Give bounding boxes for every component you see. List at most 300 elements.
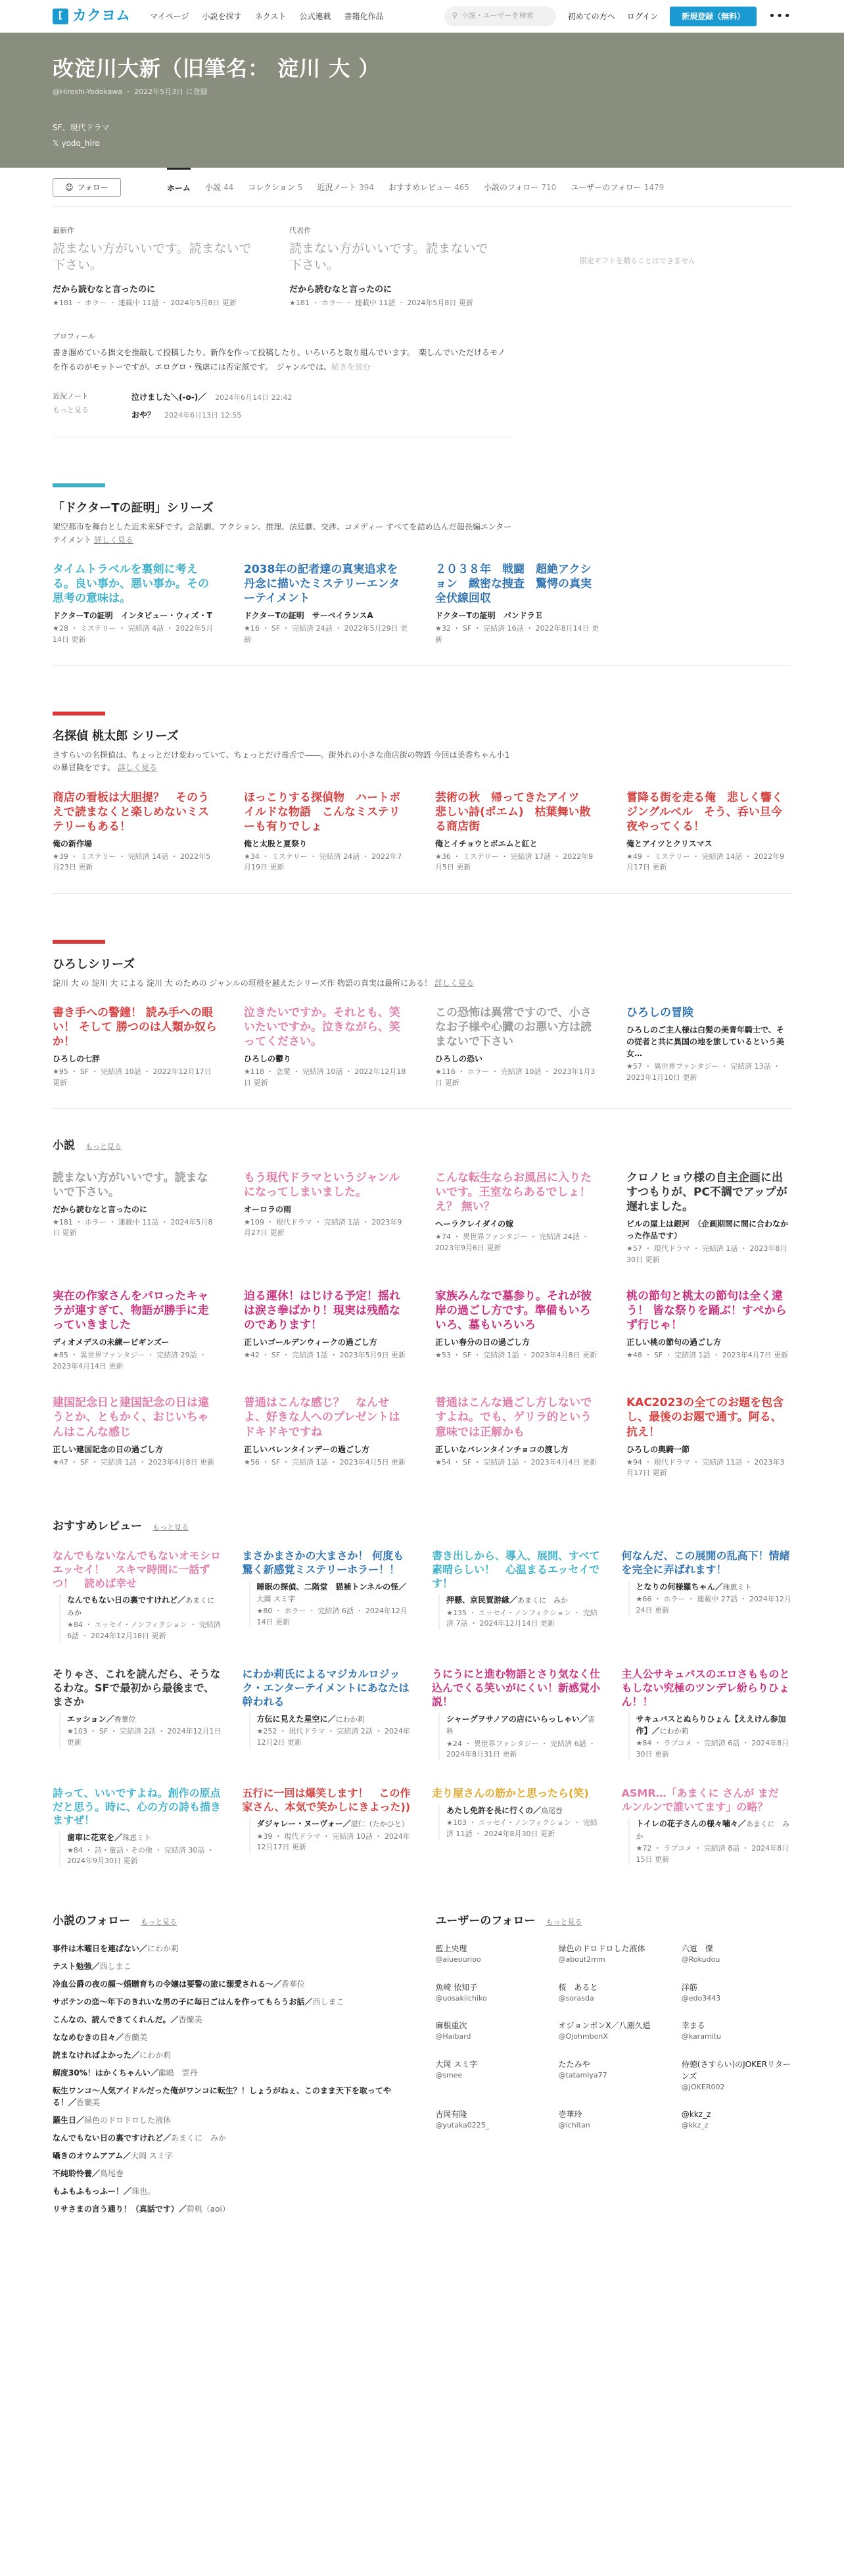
- novel-meta: ★94 ・ 現代ドラマ ・ 完結済 11話 ・ 2023年3月17日 更新: [626, 1457, 785, 1478]
- user-follows-header: [435, 1913, 791, 1930]
- latest-meta: ★181 ・ ホラー ・ 連載中 11話 ・ 2024年5月8日 更新: [53, 299, 237, 308]
- review-catchphrase: 詩って、いいですよね。創作の原点だと思う。時に、心の方の詩も描きますぜ！: [53, 1786, 222, 1827]
- user-follow-item[interactable]: [559, 2108, 668, 2131]
- novel-card[interactable]: [244, 1171, 409, 1265]
- page-bottom-space: [53, 2221, 791, 2576]
- user-follow-item[interactable]: [435, 2058, 545, 2093]
- search-input[interactable]: [444, 7, 556, 26]
- tab-home[interactable]: [167, 168, 191, 207]
- user-follow-grid: [435, 1943, 791, 2131]
- novel-follow-author: 緑色のドロドロした液体: [84, 2116, 172, 2126]
- novel-title: ヘーラクレイダイの嫁: [435, 1219, 514, 1229]
- novel-title: 正しいゴールデンウィークの過ごし方: [244, 1338, 377, 1348]
- follows-section: [53, 1913, 791, 2222]
- novel-title: ビルの屋上は銀河 （企画期間に間に合わなかった作品です）: [626, 1219, 789, 1241]
- rep-meta: ★181 ・ ホラー ・ 連載中 11話 ・ 2024年5月8日 更新: [289, 299, 473, 308]
- note-item[interactable]: [131, 391, 292, 404]
- profile-text: [53, 346, 513, 374]
- series-section: [53, 483, 791, 666]
- novel-catchphrase: 実在の作家さんをパロったキャラが連すぎて、物語が勝手に走っていきました: [53, 1290, 209, 1332]
- novel-catchphrase: KAC2023の全てのお題を包含し、最後のお題で通す。阿る、抗え！: [626, 1396, 784, 1439]
- user-follow-item[interactable]: [682, 1943, 791, 1966]
- novel-follow-item[interactable]: 解度30%！はかくちゃんい／龍嶋 雲丹: [53, 2068, 198, 2078]
- review-catchphrase: 走り屋さんの筋かと思ったら(笑): [432, 1786, 589, 1799]
- note-title: おや？: [131, 410, 156, 420]
- review-card[interactable]: [243, 1787, 413, 1867]
- work-card[interactable]: [626, 1006, 791, 1088]
- review-work-title: あたし免許を長に行くの: [446, 1805, 534, 1815]
- review-work-line: となりの何様羅ちゃん／珠恵ミト: [636, 1582, 752, 1592]
- novel-meta: ★85 ・ 異世界ファンタジー ・ 完結済 29話 ・ 2023年4月14日 更新: [53, 1351, 207, 1371]
- work-meta: ★28 ・ ミステリー ・ 完結済 4話 ・ 2022年5月14日 更新: [53, 624, 214, 644]
- nav-official[interactable]: 公式連載: [299, 11, 331, 21]
- review-catchphrase: そりゃさ、これを読んだら、そうなるわな。SFで最初から最後まで、まさか: [53, 1668, 221, 1709]
- user-follow-handle: @ichitan: [558, 2121, 590, 2130]
- novel-meta: ★181 ・ ホラー ・ 連載中 11話 ・ 2024年5月8日 更新: [53, 1217, 213, 1238]
- series-desc: [53, 749, 513, 774]
- review-work-title: 押懸、京民賀游縁: [446, 1595, 510, 1605]
- novel-meta: ★53 ・ SF ・ 完結済 1話 ・ 2023年4月8日 更新: [435, 1351, 598, 1360]
- novel-follows-more-link[interactable]: もっと見る: [141, 1917, 177, 1926]
- review-catchphrase: にわか莉氏によるマジカルロジック・エンターテイメントにあなたは幹われる: [242, 1668, 410, 1709]
- work-card[interactable]: [244, 1006, 409, 1088]
- user-follow-item[interactable]: [682, 2108, 791, 2131]
- review-work-line: エッション／香華位: [67, 1714, 136, 1724]
- review-card[interactable]: [622, 1668, 792, 1760]
- top-right-controls: [444, 7, 791, 26]
- user-follow-handle: @kkz_z: [681, 2121, 709, 2130]
- user-follow-handle: @JOKER002: [681, 2082, 725, 2091]
- review-work-author: 大岡 スミ字: [256, 1594, 295, 1603]
- review-card[interactable]: [53, 1549, 223, 1641]
- novel-follow-author: にわか莉: [147, 1944, 179, 1954]
- series-desc-text: 架空都市を舞台とした近未来SFです。会話劇、アクション、推理、法廷劇、交渉、コメディー すべてを詰め込んだ超長編エンターテイメント: [53, 522, 512, 545]
- review-work-meta: ★103 ・ エッセイ・ノンフィクション ・ 完結済 11話 ・ 2024年8月30日 更新: [446, 1818, 598, 1838]
- review-card[interactable]: [53, 1668, 223, 1760]
- work-card[interactable]: [244, 790, 409, 873]
- series-accent-bar: [53, 712, 105, 716]
- review-work: [59, 1594, 223, 1641]
- novel-card[interactable]: [53, 1396, 218, 1478]
- user-follow-item[interactable]: [559, 2020, 668, 2043]
- gift-note: 限定ギフトを贈ることはできません: [580, 256, 695, 265]
- novel-follow-author: 香蘭美: [76, 2098, 101, 2108]
- review-work-line: あたし免許を長に行くの／鳥尾巻: [446, 1805, 563, 1815]
- novel-follow-author: 鳥尾巻: [100, 2169, 124, 2179]
- novel-catchphrase: もう現代ドラマというジャンルになってしまいました。: [244, 1171, 400, 1199]
- user-follow-handle: @karamitu: [681, 2032, 722, 2041]
- series-works-grid: [53, 1006, 791, 1088]
- review-work-line: サキュバスとぬらりひょん【ええけん参加作】／にわか莉: [636, 1714, 786, 1736]
- series-title[interactable]: 名探偵 桃太郎 シリーズ: [53, 729, 179, 744]
- user-follow-name: @kkz_z: [681, 2110, 711, 2120]
- nav-published[interactable]: 書籍化作品: [344, 11, 384, 21]
- tabs: [167, 168, 664, 207]
- review-work: [438, 1713, 602, 1761]
- novel-follow-title: 読まなければよかった: [53, 2051, 132, 2060]
- work-title: ひろしのご主人様は白髪の美青年騎士で、その従者と共に異国の地を旅しているという美女…: [626, 1025, 785, 1059]
- series-title[interactable]: 「ドクターTの証明」シリーズ: [53, 501, 214, 516]
- work-card[interactable]: [53, 790, 218, 873]
- user-follow-item[interactable]: [435, 1943, 545, 1966]
- tab-novel-follows[interactable]: [484, 168, 556, 207]
- rep-catch: 読まない方がいいです。読まないで下さい。: [289, 241, 488, 273]
- novel-card[interactable]: [244, 1396, 409, 1478]
- novels-grid: [53, 1171, 791, 1479]
- novel-card[interactable]: [244, 1289, 409, 1372]
- work-title: 俺と太股と夏祭り: [244, 838, 308, 848]
- tab-count: 465: [454, 182, 469, 192]
- profile-hero: [0, 33, 844, 168]
- novel-follow-item[interactable]: リサさまの言う通り！（真話です）／碧桃（aoi）: [53, 2204, 230, 2214]
- main-nav: [150, 11, 383, 22]
- tab-count: 394: [359, 182, 374, 192]
- work-meta: ★16 ・ SF ・ 完結済 24話 ・ 2022年5月29日 更新: [244, 624, 408, 644]
- novel-follow-author: 碧桃（aoi）: [186, 2204, 230, 2214]
- profile-more-link[interactable]: 続きを読む: [331, 362, 371, 372]
- review-work-title: 睡眠の探偵、二階堂 猫補トンネルの怪: [256, 1582, 399, 1592]
- review-work-line: 押懸、京民賀游縁／あまくに みか: [446, 1595, 569, 1605]
- novel-catchphrase: 普通はこんな過ごし方しないですよね。でも、ゲリラ的という意味では正解かも: [435, 1396, 592, 1439]
- follow-button[interactable]: [53, 178, 121, 197]
- review-card[interactable]: [622, 1549, 792, 1641]
- novel-card[interactable]: [435, 1171, 600, 1265]
- novel-follow-title: サボテンの恋〜年下のきれいな男の子に毎日ごはんを作ってもらうお話: [53, 1997, 305, 2007]
- work-title: 俺の新作場: [53, 838, 93, 848]
- user-follow-name: 六道 傑: [681, 1944, 713, 1954]
- work-meta: ★118 ・ 恋愛 ・ 完結済 10話 ・ 2022年12月18日 更新: [244, 1067, 406, 1087]
- novel-follow-author: あまくに みか: [171, 2133, 227, 2143]
- novel-card[interactable]: [435, 1289, 600, 1372]
- series-more-link[interactable]: 詳しく見る: [93, 535, 133, 545]
- novel-card[interactable]: [626, 1171, 791, 1265]
- work-card[interactable]: [244, 562, 409, 645]
- tab-reviews[interactable]: [388, 168, 469, 207]
- user-follow-handle: @sorasda: [558, 1993, 594, 2003]
- review-card[interactable]: [243, 1668, 413, 1760]
- novel-title: ひろしの奥騎一節: [626, 1444, 690, 1454]
- user-follow-handle: @Rokudou: [681, 1955, 720, 1964]
- user-genres: SF、現代ドラマ: [53, 122, 110, 132]
- novel-meta: ★56 ・ SF ・ 完結済 1話 ・ 2023年4月5日 更新: [244, 1457, 406, 1467]
- novel-follow-author: 西しまこ: [312, 1997, 344, 2007]
- series-section: [53, 712, 791, 894]
- review-work-meta: ★84 ・ 詩・童話・その他 ・ 完結済 30話 ・ 2024年9月30日 更新: [67, 1845, 214, 1866]
- review-catchphrase: 何なんだ、この展開の乱高下！情緒を完全に弄ばれます！: [621, 1549, 790, 1576]
- series-works-grid: [53, 790, 791, 873]
- novel-follow-item[interactable]: ななめむきの日々／香蘭美: [53, 2033, 148, 2043]
- logo-text: カクヨム: [72, 8, 131, 24]
- reviews-more-link[interactable]: もっと見る: [152, 1522, 189, 1532]
- novel-card[interactable]: [53, 1171, 218, 1265]
- work-meta: ★116 ・ ホラー ・ 完結済 10話 ・ 2023年1月3日 更新: [435, 1067, 596, 1087]
- novel-follow-title: リサさまの言う通り！（真話です）: [53, 2204, 179, 2214]
- review-work: [628, 1713, 792, 1761]
- novel-follows-title: 小説のフォロー: [53, 1914, 131, 1928]
- novel-follow-author: 龍嶋 雲丹: [158, 2068, 198, 2078]
- nav-next[interactable]: ネクスト: [254, 11, 287, 21]
- novel-meta: ★74 ・ 異世界ファンタジー ・ 完結済 24話 ・ 2023年9月6日 更新: [435, 1232, 590, 1252]
- novel-follow-item[interactable]: 囁きのオウムアアム／大岡 スミ字: [53, 2151, 173, 2161]
- novel-card[interactable]: [53, 1289, 218, 1372]
- review-work-title: 方伝に見えた星空に: [256, 1714, 328, 1724]
- novel-follows: [53, 1913, 396, 2222]
- review-work-author: にわか莉: [335, 1714, 365, 1724]
- review-work-author: 香華位: [114, 1714, 136, 1724]
- work-meta: ★32 ・ SF ・ 完結済 16話 ・ 2022年8月14日 更新: [435, 624, 599, 644]
- series-works-grid: [53, 562, 791, 645]
- tab-notes[interactable]: [317, 168, 374, 207]
- novel-follow-item[interactable]: 不純聆怜養／鳥尾巻: [53, 2169, 124, 2179]
- novel-follow-title: こんなの、読んできてくれんだ。: [53, 2015, 171, 2025]
- review-work: [249, 1818, 413, 1853]
- user-follow-item[interactable]: [435, 1981, 545, 2005]
- review-work: [628, 1581, 792, 1616]
- work-title: ひろしの七胖: [53, 1054, 101, 1064]
- rep-title: だから読むなと言ったのに: [289, 284, 392, 295]
- review-work: [249, 1581, 413, 1628]
- review-work-line: ダジャレー・ヌーヴォー／湛仁（たかひと）: [256, 1819, 409, 1829]
- tab-user-follows[interactable]: [571, 168, 664, 207]
- series-more-link[interactable]: 詳しく見る: [434, 978, 474, 988]
- login-link[interactable]: ログイン: [626, 11, 659, 21]
- work-card[interactable]: [53, 562, 218, 645]
- search-placeholder: 小説・ユーザーを検索: [461, 11, 534, 20]
- user-follows-more-link[interactable]: もっと見る: [546, 1917, 582, 1926]
- representative-work[interactable]: [289, 226, 500, 309]
- user-follow-name: たたみや: [558, 2059, 590, 2069]
- user-follow-handle: @smee: [435, 2070, 463, 2079]
- user-follow-item[interactable]: [435, 2020, 545, 2043]
- review-work-line: 歯車に花束を／珠恵ミト: [67, 1833, 152, 1843]
- user-follow-handle: @edo3443: [681, 1993, 721, 2003]
- review-work-meta: ★135 ・ エッセイ・ノンフィクション ・ 完結済 7話 ・ 2024年12月14日 更新: [446, 1608, 598, 1628]
- work-card[interactable]: [53, 1006, 218, 1088]
- novel-title: オーロラの雨: [244, 1204, 292, 1214]
- user-follow-name: 魚崎 依知子: [435, 1982, 478, 1992]
- review-catchphrase: 五行に一回は爆笑します！ この作家さん、本気で笑かしにきよった)): [242, 1786, 411, 1813]
- novel-follow-list: [53, 1943, 396, 2215]
- novel-catchphrase: クロノヒョウ様の自主企画に出すつもりが、PC不調でアップが遅れました。: [626, 1171, 787, 1213]
- novel-follow-item[interactable]: 冷血公爵の夜の顔〜婚贈育ちの令嬢は要警の旅に溺愛される〜／香華位: [53, 1980, 306, 1989]
- series-title[interactable]: ひろしシリーズ: [53, 957, 135, 971]
- review-work-title: シャーク゚ヲサノアの店にいらっしゃい: [446, 1714, 580, 1724]
- review-card[interactable]: [432, 1549, 602, 1641]
- tab-count: 5: [297, 182, 303, 192]
- review-card[interactable]: [432, 1668, 602, 1760]
- novel-follow-author: 香華位: [281, 1980, 306, 1989]
- user-follow-item[interactable]: [682, 2020, 791, 2043]
- logo[interactable]: [53, 5, 130, 27]
- user-follow-item[interactable]: [559, 2058, 668, 2093]
- work-catchphrase: 書き手への警鐘！ 読み手への眼い！ そして 勝つのは人類か奴らか！: [53, 1006, 217, 1049]
- profile-body: 書き溜めている拙文を推敲して投稿したり、新作を作って投稿したり、いろいろと取り組んでいます。 楽しんでいただけるモノを作るのがモットーですが、エログロ・残虐には否定派です。 ジャンルでは、: [53, 348, 505, 372]
- user-meta: @Hiroshi-Yodokawa ・ 2022年5月3日 に登録: [53, 87, 208, 96]
- user-follow-name: 洋筋: [681, 1982, 697, 1992]
- novel-meta: ★57 ・ 現代ドラマ ・ 完結済 1話 ・ 2023年8月30日 更新: [626, 1244, 787, 1264]
- tab-label: コレクション: [248, 182, 295, 192]
- novel-follow-author: にわか莉: [139, 2051, 172, 2060]
- novel-meta: ★42 ・ SF ・ 完結済 1話 ・ 2023年5月9日 更新: [244, 1351, 406, 1360]
- novel-follow-title: 羅生日: [53, 2116, 77, 2126]
- series-accent-bar: [53, 483, 105, 487]
- user-follow-item[interactable]: [435, 2108, 545, 2131]
- user-follow-handle: @tatamiya77: [558, 2070, 607, 2079]
- work-card[interactable]: [435, 790, 600, 873]
- review-work-meta: ★72 ・ ラブコメ ・ 完結済 8話 ・ 2024年8月15日 更新: [636, 1844, 789, 1864]
- work-meta: ★95 ・ SF ・ 完結済 10話 ・ 2022年12月17日 更新: [53, 1067, 212, 1087]
- notes-more-link[interactable]: もっと見る: [53, 405, 89, 414]
- novel-title: 正しいなバレンタインチョコの渡し方: [435, 1444, 569, 1454]
- review-catchphrase: なんでもないなんでもないオモシロエッセイ！ スキマ時間に一話ずつ！ 読めば幸せ: [53, 1549, 222, 1590]
- tab-label: おすすめレビュー: [388, 182, 452, 192]
- review-work-title: エッション: [67, 1714, 106, 1724]
- review-card[interactable]: [432, 1787, 602, 1867]
- user-follow-handle: @uosakiichiko: [435, 1993, 487, 2003]
- profile-tabs-bar: [53, 168, 791, 207]
- latest-work[interactable]: [53, 226, 263, 309]
- novel-follow-title: ななめむきの日々: [53, 2033, 116, 2043]
- novel-follow-item[interactable]: 読まなければよかった／にわか莉: [53, 2051, 172, 2060]
- novel-follow-title: 事件は木曜日を連ばない: [53, 1944, 140, 1954]
- series-section: [53, 940, 791, 1109]
- series-list: [53, 483, 791, 1109]
- review-card[interactable]: [243, 1549, 413, 1641]
- note-item[interactable]: [131, 409, 292, 422]
- review-work: [628, 1818, 792, 1865]
- novel-card[interactable]: [626, 1289, 791, 1372]
- series-more-link[interactable]: 詳しく見る: [117, 763, 157, 773]
- user-follow-handle: @aiueourioo: [435, 1955, 481, 1964]
- user-follow-item[interactable]: [559, 1943, 668, 1966]
- tab-label: 近況ノート: [317, 182, 357, 192]
- review-work-line: シャーク゚ヲサノアの店にいらっしゃい／雲科: [446, 1714, 595, 1736]
- review-work-author: 鳥尾巻: [541, 1806, 563, 1815]
- novel-card[interactable]: [626, 1396, 791, 1478]
- novel-title: 正しいバレンタインデーの過ごし方: [244, 1444, 369, 1454]
- novel-follow-author: 香蘭美: [124, 2033, 148, 2043]
- user-follow-name: 吉岡有隆: [435, 2110, 467, 2120]
- review-work-line: 睡眠の探偵、二階堂 猫補トンネルの怪／大岡 スミ字: [256, 1582, 407, 1603]
- review-work-line: なんでもない日の裏ですけれど／あまくに みか: [67, 1595, 222, 1617]
- work-meta: ★36 ・ ミステリー ・ 完結済 17話 ・ 2022年9月5日 更新: [435, 852, 594, 872]
- first-time-link[interactable]: 初めての方へ: [567, 11, 615, 21]
- user-follow-handle: @yutaka0225_: [435, 2121, 490, 2130]
- novel-follow-item[interactable]: サボテンの恋〜年下のきれいな男の子に毎日ごはんを作ってもらうお話／西しまこ: [53, 1997, 344, 2007]
- user-follows: [435, 1913, 791, 2222]
- novel-follow-item[interactable]: こんなの、読んできてくれんだ。／香蘭美: [53, 2015, 202, 2025]
- user-follow-item[interactable]: [682, 1981, 791, 2005]
- note-title: 泣けました＼(-o-)／: [131, 393, 206, 402]
- user-name: 改淀川大新（旧筆名： 淀川 大 ）: [53, 56, 381, 81]
- novels-title: 小説: [53, 1139, 75, 1153]
- reviews-title: おすすめレビュー: [53, 1519, 143, 1533]
- series-desc-text: 淀川 大 の 淀川 大 による 淀川 大 のための ジャンルの垣根を越えたシリーズ作 物語の真実は最所にある！: [53, 978, 433, 988]
- review-work-author: あまくに みか: [67, 1596, 222, 1617]
- novel-follow-title: 解度30%！はかくちゃんい: [53, 2068, 151, 2078]
- user-follow-item[interactable]: [682, 2058, 791, 2093]
- review-work-meta: ★80 ・ ホラー ・ 完結済 6話 ・ 2024年12月14日 更新: [256, 1607, 408, 1626]
- review-work-meta: ★103 ・ SF ・ 完結済 2話 ・ 2024年12月1日 更新: [67, 1727, 222, 1747]
- more-menu-icon[interactable]: •••: [768, 9, 791, 23]
- top-nav-bar: [0, 0, 844, 33]
- rep-label: 代表作: [289, 226, 311, 235]
- user-follow-name: 侍徳(さすらい)のJOKERリターンズ: [681, 2059, 791, 2081]
- signup-button[interactable]: 新規登録（無料）: [670, 7, 757, 26]
- work-card[interactable]: [435, 1006, 600, 1088]
- user-follow-item[interactable]: [559, 1981, 668, 2005]
- review-catchphrase: ASMR…「あまくに さんが まだ ルンルンで誰いてます」の略？: [621, 1786, 779, 1813]
- novel-title: ディオメデスの未練ービギンズー: [53, 1338, 170, 1348]
- latest-title: だから読むなと言ったのに: [53, 284, 156, 295]
- novel-follow-item[interactable]: もふもふもっふー！／珠也。: [53, 2187, 156, 2197]
- review-work-title: ダジャレー・ヌーヴォー: [256, 1819, 343, 1829]
- novel-follow-item[interactable]: なんでもない日の裏ですけれど／あまくに みか: [53, 2133, 227, 2143]
- work-catchphrase: 嘗降る街を走る俺 悲しく響くジングルベル そう、呑い旦今夜やってくる！: [626, 790, 783, 833]
- novel-follow-item[interactable]: 事件は木曜日を連ばない／にわか莉: [53, 1944, 179, 1954]
- work-meta: ★49 ・ ミステリー ・ 完結済 14話 ・ 2022年9月17日 更新: [626, 852, 785, 872]
- user-follow-handle: @about2mm: [558, 1955, 605, 1964]
- user-follow-name: 壱華玲: [558, 2110, 582, 2120]
- novel-meta: ★47 ・ SF ・ 完結済 1話 ・ 2023年4月8日 更新: [53, 1457, 215, 1467]
- user-follow-name: 桜 あると: [558, 1982, 598, 1992]
- profile-label: プロフィール: [53, 331, 95, 341]
- review-card[interactable]: [53, 1787, 223, 1867]
- nav-mypage[interactable]: マイページ: [150, 11, 189, 21]
- reviews-grid: [53, 1549, 791, 1867]
- tab-collections[interactable]: [248, 168, 302, 207]
- notes-label: 近況ノート: [53, 392, 89, 401]
- novel-follow-title: なんでもない日の裏ですけれど: [53, 2133, 164, 2143]
- novel-follow-item[interactable]: 転生ワンコ〜人気アイドルだった俺がワンコに転生？！しょうがねぇ、このまま天下を取ってやる！／香蘭美: [53, 2086, 391, 2108]
- novel-catchphrase: 家族みんなで墓参り。それが彼岸の過ごし方です。準備もいろいろ、墓もいろいろ: [435, 1290, 592, 1332]
- series-desc-text: さすらいの名探偵は、ちょっとだけ変わっていて、ちょっとだけ毒舌で――。街外れの小さな商店街の物語 今回は美香ちゃん小1の暴冒険をです。: [53, 750, 510, 773]
- nav-find-novels[interactable]: 小説を探す: [202, 11, 242, 21]
- novel-meta: ★109 ・ 現代ドラマ ・ 完結済 1話 ・ 2023年9月27日 更新: [244, 1217, 402, 1238]
- novel-follow-item[interactable]: 羅生日／緑色のドロドロした液体: [53, 2116, 172, 2126]
- review-work-title: なんでもない日の裏ですけれど: [67, 1595, 178, 1605]
- user-follow-name: 幸まる: [681, 2021, 705, 2031]
- review-work-meta: ★84 ・ エッセイ・ノンフィクション ・ 完結済 6話 ・ 2024年12月18日 更新: [67, 1620, 221, 1640]
- novel-follow-item[interactable]: テスト勉強／西しまこ: [53, 1962, 131, 1972]
- novel-follow-author: 珠也。: [131, 2187, 156, 2197]
- novel-follow-title: 囁きのオウムアアム: [53, 2151, 124, 2161]
- novel-catchphrase: 建国記念日と建国記念の日は違うとか、ともかく、おじいちゃんはこんな感じ: [53, 1396, 209, 1439]
- profile-section: [53, 331, 513, 375]
- x-account-link[interactable]: 𝕏 yodo_hiro: [53, 138, 100, 148]
- work-title: 俺とイチョウとボエムと紅と: [435, 838, 538, 848]
- work-card[interactable]: [626, 790, 791, 873]
- tab-count: 710: [541, 182, 557, 192]
- tab-count: 44: [223, 182, 234, 192]
- work-title: ドクターTの証明 パンドラＥ: [435, 611, 543, 621]
- novels-more-link[interactable]: もっと見る: [85, 1142, 122, 1152]
- review-work-title: 歯車に花束を: [67, 1833, 115, 1843]
- logo-mark-icon: [: [53, 9, 68, 24]
- novel-card[interactable]: [435, 1396, 600, 1478]
- tab-label: 小説のフォロー: [483, 182, 539, 192]
- review-work-meta: ★39 ・ 現代ドラマ ・ 完結済 10話 ・ 2024年12月17日 更新: [256, 1832, 410, 1852]
- user-follow-name: 緑色のドロドロした液体: [558, 1944, 645, 1954]
- review-work-title: となりの何様羅ちゃん: [636, 1582, 715, 1592]
- featured-works: [53, 207, 791, 309]
- novel-follow-title: 冷血公爵の夜の顔〜婚贈育ちの令嬢は要警の旅に溺愛される〜: [53, 1980, 274, 1989]
- review-card[interactable]: [622, 1787, 792, 1867]
- novel-catchphrase: 普通はこんな感じ？ なんせよ、好きな人へのプレゼントはドキドキですね: [244, 1396, 400, 1439]
- review-work-author: 湛仁（たかひと）: [350, 1820, 409, 1829]
- tab-novels[interactable]: [205, 168, 233, 207]
- work-card[interactable]: [435, 562, 603, 645]
